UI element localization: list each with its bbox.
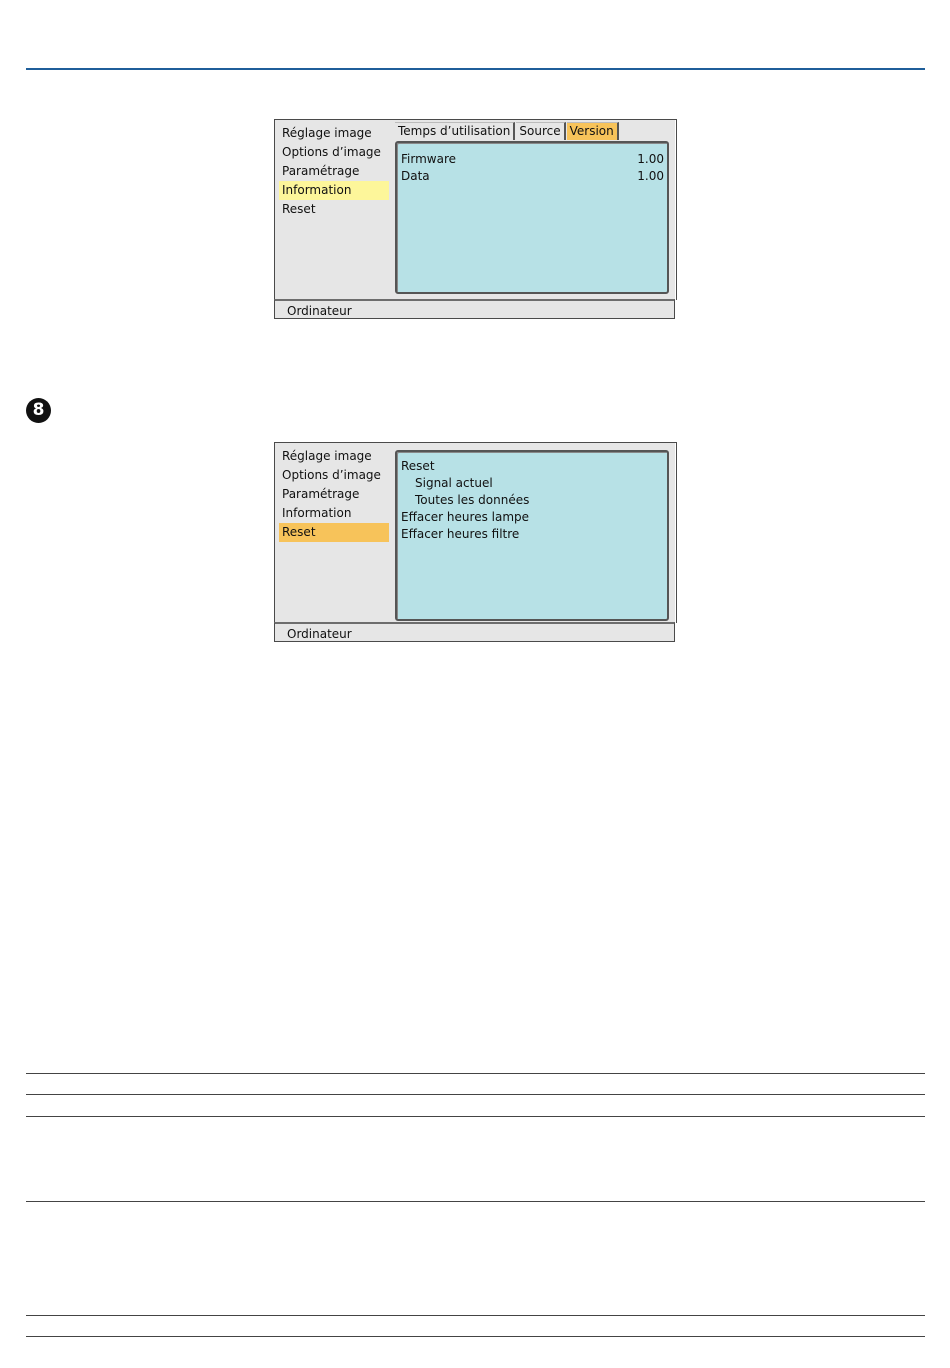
- table-rule: [26, 1201, 925, 1202]
- osd-information-screenshot: [274, 119, 677, 322]
- menu-item-reglage-image[interactable]: Réglage image: [282, 449, 372, 463]
- data-row: [397, 168, 667, 185]
- tab-version[interactable]: Version: [567, 122, 619, 140]
- table-rule: [26, 1315, 925, 1316]
- menu-item-options-image[interactable]: Options d’image: [282, 468, 381, 482]
- menu-item-options-image[interactable]: Options d’image: [282, 145, 381, 159]
- data-label: Data: [401, 169, 430, 183]
- osd-status-bar: Ordinateur: [274, 622, 675, 642]
- osd-body: [274, 119, 677, 300]
- menu-item-information[interactable]: Information: [279, 181, 389, 200]
- data-value: 1.00: [637, 169, 664, 183]
- table-rule: [26, 1336, 925, 1337]
- osd-menu: [279, 447, 389, 542]
- osd-reset-screenshot: [274, 442, 677, 645]
- firmware-label: Firmware: [401, 152, 456, 166]
- table-rule: [26, 1094, 925, 1095]
- toutes-les-donnees-option[interactable]: Toutes les données: [415, 493, 530, 507]
- menu-item-parametrage[interactable]: Paramétrage: [282, 164, 360, 178]
- reset-panel: [395, 450, 669, 621]
- reset-option[interactable]: Reset: [401, 459, 435, 473]
- table-rule: [26, 1116, 925, 1117]
- menu-item-reset[interactable]: Reset: [282, 202, 316, 216]
- menu-item-reglage-image[interactable]: Réglage image: [282, 126, 372, 140]
- osd-tabs: [395, 122, 620, 140]
- firmware-value: 1.00: [637, 152, 664, 166]
- osd-status-bar: Ordinateur: [274, 299, 675, 319]
- firmware-row: [397, 151, 667, 168]
- signal-actuel-option[interactable]: Signal actuel: [415, 476, 493, 490]
- tab-source[interactable]: Source: [516, 122, 565, 140]
- tab-temps-utilisation[interactable]: Temps d’utilisation: [395, 122, 515, 140]
- version-panel: [395, 141, 669, 294]
- step-number-badge: 8: [26, 398, 51, 423]
- effacer-heures-lampe-option[interactable]: Effacer heures lampe: [401, 510, 530, 524]
- osd-menu: [279, 124, 389, 219]
- effacer-heures-filtre-option[interactable]: Effacer heures filtre: [401, 527, 520, 541]
- top-rule: [26, 68, 925, 70]
- table-rule: [26, 1073, 925, 1074]
- menu-item-reset[interactable]: Reset: [279, 523, 389, 542]
- menu-item-parametrage[interactable]: Paramétrage: [282, 487, 360, 501]
- osd-body: [274, 442, 677, 623]
- menu-item-information[interactable]: Information: [282, 506, 352, 520]
